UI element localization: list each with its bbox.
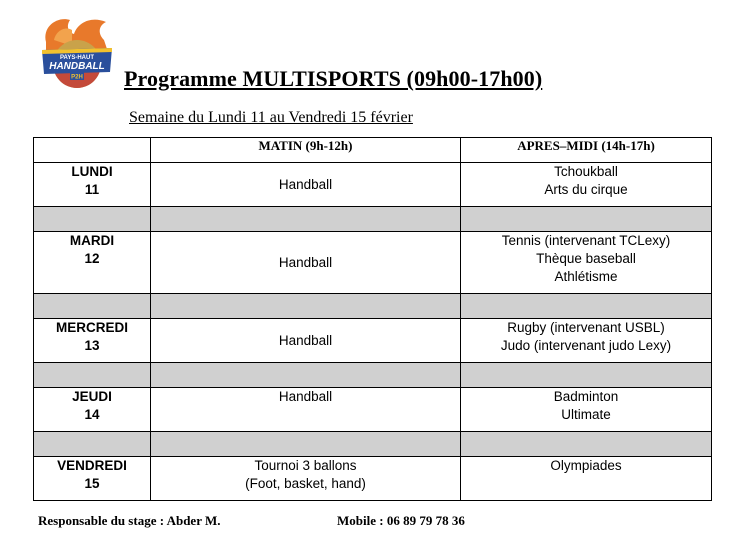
afternoon-cell bbox=[461, 319, 712, 363]
morning-activity: Tournoi 3 ballons bbox=[254, 458, 357, 473]
day-cell bbox=[34, 163, 151, 207]
logo-text-sub: P2H bbox=[71, 74, 83, 81]
header-morning: MATIN (9h-12h) bbox=[151, 138, 461, 163]
morning-activity: Handball bbox=[278, 254, 333, 270]
morning-cell bbox=[151, 319, 461, 363]
day-date: 12 bbox=[84, 251, 100, 266]
day-name: LUNDI bbox=[71, 164, 113, 179]
logo-text-main: HANDBALL bbox=[49, 61, 105, 72]
morning-activity: Handball bbox=[278, 176, 333, 192]
handball-logo bbox=[36, 12, 118, 92]
morning-cell bbox=[151, 457, 461, 501]
day-name: JEUDI bbox=[72, 389, 112, 404]
header-afternoon: APRES–MIDI (14h-17h) bbox=[461, 138, 712, 163]
afternoon-activity: Ultimate bbox=[561, 407, 611, 422]
afternoon-activity: Olympiades bbox=[550, 458, 622, 473]
day-cell bbox=[34, 319, 151, 363]
afternoon-activity: Tchoukball bbox=[554, 164, 618, 179]
table-row bbox=[34, 319, 712, 363]
page-title: Programme MULTISPORTS (09h00-17h00) bbox=[124, 66, 543, 91]
week-subtitle: Semaine du Lundi 11 au Vendredi 15 février bbox=[129, 109, 413, 126]
afternoon-activity: Thèque baseball bbox=[536, 251, 636, 266]
afternoon-activity: Rugby (intervenant USBL) bbox=[507, 320, 665, 335]
afternoon-activity: Athlétisme bbox=[554, 269, 618, 284]
day-cell bbox=[34, 232, 151, 294]
table-row bbox=[34, 388, 712, 432]
separator-row bbox=[34, 207, 712, 232]
schedule-table bbox=[33, 137, 712, 501]
afternoon-activity: Judo (intervenant judo Lexy) bbox=[500, 338, 672, 353]
afternoon-cell bbox=[461, 457, 712, 501]
afternoon-cell bbox=[461, 232, 712, 294]
table-row bbox=[34, 232, 712, 294]
morning-cell bbox=[151, 163, 461, 207]
afternoon-cell bbox=[461, 388, 712, 432]
afternoon-activity: Tennis (intervenant TCLexy) bbox=[501, 233, 671, 248]
table-row bbox=[34, 163, 712, 207]
day-date: 14 bbox=[84, 407, 100, 422]
day-date: 15 bbox=[84, 476, 100, 491]
morning-activity: Handball bbox=[278, 389, 333, 404]
separator-row bbox=[34, 432, 712, 457]
day-name: VENDREDI bbox=[57, 458, 127, 473]
footer-responsable: Responsable du stage : Abder M. bbox=[38, 513, 221, 528]
morning-cell bbox=[151, 388, 461, 432]
day-date: 13 bbox=[84, 338, 100, 353]
day-date: 11 bbox=[84, 182, 100, 197]
separator-row bbox=[34, 294, 712, 319]
afternoon-cell bbox=[461, 163, 712, 207]
afternoon-activity: Arts du cirque bbox=[544, 182, 628, 197]
morning-activity: Handball bbox=[278, 332, 333, 348]
footer-mobile: Mobile : 06 89 79 78 36 bbox=[337, 513, 465, 528]
table-row bbox=[34, 457, 712, 501]
day-name: MERCREDI bbox=[55, 320, 128, 335]
header-row bbox=[34, 138, 712, 163]
separator-row bbox=[34, 363, 712, 388]
header-day bbox=[34, 138, 151, 163]
day-cell bbox=[34, 388, 151, 432]
afternoon-activity: Badminton bbox=[553, 389, 619, 404]
day-name: MARDI bbox=[69, 233, 115, 248]
morning-cell bbox=[151, 232, 461, 294]
morning-activity: (Foot, basket, hand) bbox=[245, 476, 366, 491]
day-cell bbox=[34, 457, 151, 501]
logo-text-top: PAYS-HAUT bbox=[59, 55, 95, 61]
